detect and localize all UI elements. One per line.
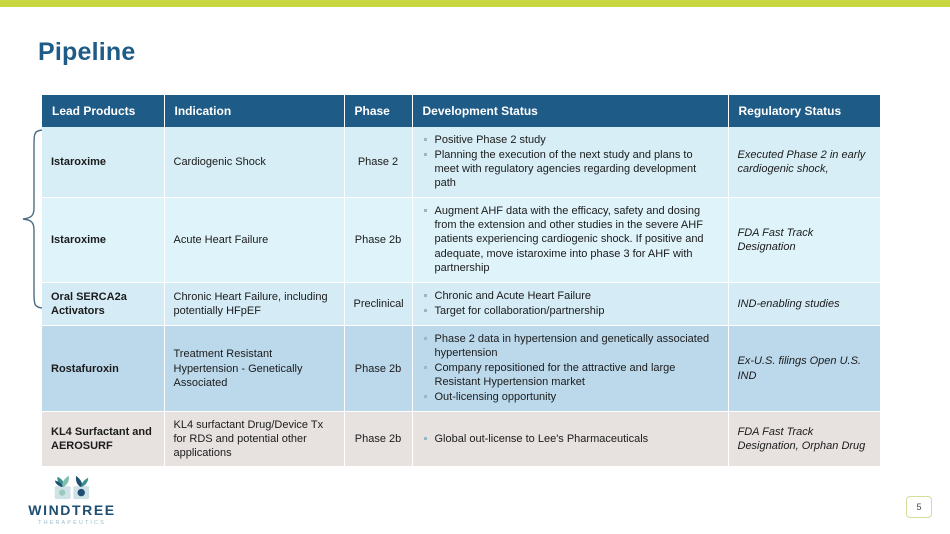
cell-development-status [412, 282, 728, 325]
cell-lead-product: Istaroxime [42, 198, 164, 282]
column-header-development-status: Development Status [412, 95, 728, 127]
cell-phase: Preclinical [344, 282, 412, 325]
table-row [42, 412, 880, 467]
company-logo [18, 474, 126, 526]
cell-lead-product: Istaroxime [42, 127, 164, 198]
cell-indication: Acute Heart Failure [164, 198, 344, 282]
cell-lead-product: KL4 Surfactant and AEROSURF [42, 412, 164, 467]
development-status-bullet: Phase 2 data in hypertension and genetically associated hypertension [422, 332, 719, 360]
column-header-regulatory-status: Regulatory Status [728, 95, 880, 127]
cell-regulatory-status: Ex-U.S. filings Open U.S. IND [728, 325, 880, 411]
column-header-indication: Indication [164, 95, 344, 127]
table-row [42, 127, 880, 198]
cell-lead-product: Oral SERCA2a Activators [42, 282, 164, 325]
cell-development-status [412, 198, 728, 282]
cell-regulatory-status: FDA Fast Track Designation [728, 198, 880, 282]
cell-regulatory-status: FDA Fast Track Designation, Orphan Drug [728, 412, 880, 467]
development-status-bullet: Company repositioned for the attractive and large Resistant Hypertension market [422, 361, 719, 389]
development-status-bullet: Augment AHF data with the efficacy, safety and dosing from the extension and other studies in the severe AHF patients experiencing cardiogenic shock. If positive and adequate, move istaroxime into phase 3 for AHF with partnership [422, 204, 719, 274]
cell-indication: Cardiogenic Shock [164, 127, 344, 198]
table-row [42, 325, 880, 411]
table-header-row [42, 95, 880, 127]
logo-wordmark: WINDTREE [28, 502, 116, 518]
cell-development-status [412, 325, 728, 411]
cell-indication: Chronic Heart Failure, including potentially HFpEF [164, 282, 344, 325]
development-status-bullet: Global out-license to Lee's Pharmaceuticals [422, 432, 719, 446]
cell-phase: Phase 2b [344, 412, 412, 467]
development-status-list [422, 289, 719, 318]
table-row [42, 282, 880, 325]
column-header-lead-products: Lead Products [42, 95, 164, 127]
cell-development-status [412, 412, 728, 467]
cell-development-status [412, 127, 728, 198]
page-number-badge: 5 [906, 496, 932, 518]
development-status-bullet: Target for collaboration/partnership [422, 304, 719, 318]
cell-phase: Phase 2b [344, 198, 412, 282]
cell-phase: Phase 2b [344, 325, 412, 411]
development-status-list [422, 432, 719, 446]
development-status-bullet: Out-licensing opportunity [422, 390, 719, 404]
table-row [42, 198, 880, 282]
cell-phase: Phase 2 [344, 127, 412, 198]
development-status-list [422, 133, 719, 190]
development-status-list [422, 204, 719, 274]
development-status-list [422, 332, 719, 404]
pipeline-table [42, 95, 880, 467]
cell-regulatory-status: IND-enabling studies [728, 282, 880, 325]
windtree-tree-icon [52, 474, 93, 500]
table-body [42, 127, 880, 467]
logo-tagline: THERAPEUTICS [38, 520, 106, 526]
development-status-bullet: Chronic and Acute Heart Failure [422, 289, 719, 303]
development-status-bullet: Planning the execution of the next study and plans to meet with regulatory agencies regarding development path [422, 148, 719, 190]
cell-regulatory-status: Executed Phase 2 in early cardiogenic shock, [728, 127, 880, 198]
top-accent-bar [0, 0, 950, 7]
page-title: Pipeline [38, 38, 136, 66]
cell-lead-product: Rostafuroxin [42, 325, 164, 411]
cell-indication: Treatment Resistant Hypertension - Genetically Associated [164, 325, 344, 411]
column-header-phase: Phase [344, 95, 412, 127]
development-status-bullet: Positive Phase 2 study [422, 133, 719, 147]
cell-indication: KL4 surfactant Drug/Device Tx for RDS and potential other applications [164, 412, 344, 467]
